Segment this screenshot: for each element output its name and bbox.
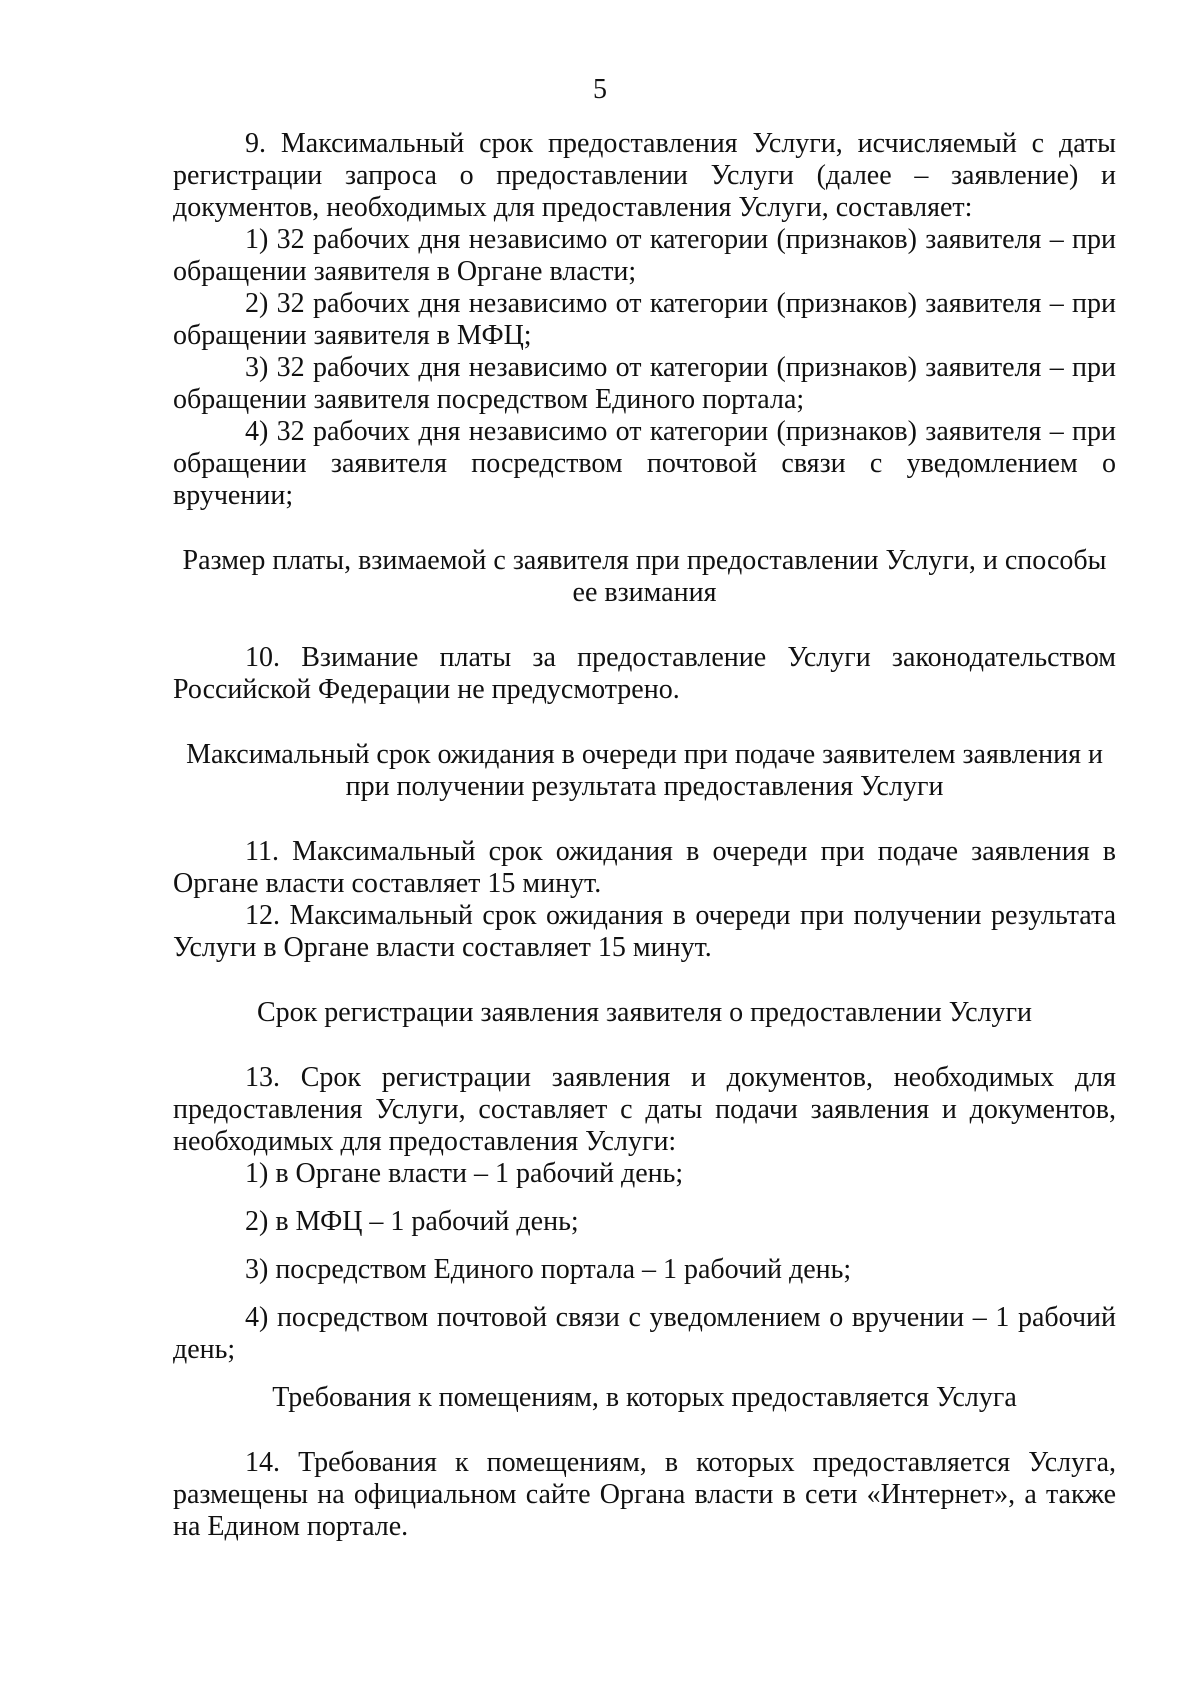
spacer (173, 1238, 1116, 1254)
spacer (173, 1190, 1116, 1206)
paragraph-11: 11. Максимальный срок ожидания в очереди при подаче заявления в Органе власти составляет 15 минут. (173, 836, 1116, 899)
paragraph-12: 12. Максимальный срок ожидания в очереди при получении результата Услуги в Органе власти составляет 15 минут. (173, 900, 1116, 963)
paragraph-9: 9. Максимальный срок предоставления Услуги, исчисляемый с даты регистрации запроса о предоставлении Услуги (далее – заявление) и документов, необходимых для предоставления Услуги, составляет: (173, 128, 1116, 223)
list-item-13-4: 4) посредством почтовой связи с уведомлением о вручении – 1 рабочий день; (173, 1302, 1116, 1365)
list-item-13-3: 3) посредством Единого портала – 1 рабочий день; (245, 1254, 852, 1285)
paragraph-14: 14. Требования к помещениям, в которых предоставляется Услуга, размещены на официальном сайте Органа власти в сети «Интернет», а также на Едином портале. (173, 1447, 1116, 1542)
list-item-9-4: 4) 32 рабочих дня независимо от категории (признаков) заявителя – при обращении заявителя посредством почтовой связи с уведомлением о вручении; (173, 416, 1116, 511)
list-item-13-1: 1) в Органе власти – 1 рабочий день; (245, 1158, 684, 1189)
document-body (173, 128, 1116, 1543)
spacer (173, 706, 1116, 739)
paragraph-10: 10. Взимание платы за предоставление Услуги законодательством Российской Федерации не предусмотрено. (173, 642, 1116, 705)
spacer (173, 1366, 1116, 1382)
list-item-9-3: 3) 32 рабочих дня независимо от категории (признаков) заявителя – при обращении заявителя посредством Единого портала; (173, 352, 1116, 415)
spacer (173, 964, 1116, 997)
section-heading-registration: Срок регистрации заявления заявителя о предоставлении Услуги (256, 997, 1033, 1028)
spacer (173, 512, 1116, 545)
spacer (173, 1414, 1116, 1447)
list-item-9-1: 1) 32 рабочих дня независимо от категории (признаков) заявителя – при обращении заявителя в Органе власти; (173, 224, 1116, 287)
spacer (173, 803, 1116, 836)
spacer (173, 1286, 1116, 1302)
paragraph-13: 13. Срок регистрации заявления и документов, необходимых для предоставления Услуги, составляет с даты подачи заявления и документов, необходимых для предоставления Услуги: (173, 1062, 1116, 1157)
section-heading-fee: Размер платы, взимаемой с заявителя при предоставлении Услуги, и способы ее взимания (182, 545, 1107, 608)
page-number: 5 (593, 74, 607, 105)
spacer (173, 1029, 1116, 1062)
section-heading-queue: Максимальный срок ожидания в очереди при подаче заявителем заявления и при получении результата предоставления Услуги (186, 739, 1103, 802)
section-heading-premises: Требования к помещениям, в которых предоставляется Услуга (272, 1382, 1017, 1413)
spacer (173, 609, 1116, 642)
list-item-9-2: 2) 32 рабочих дня независимо от категории (признаков) заявителя – при обращении заявителя в МФЦ; (173, 288, 1116, 351)
list-item-13-2: 2) в МФЦ – 1 рабочий день; (245, 1206, 579, 1237)
